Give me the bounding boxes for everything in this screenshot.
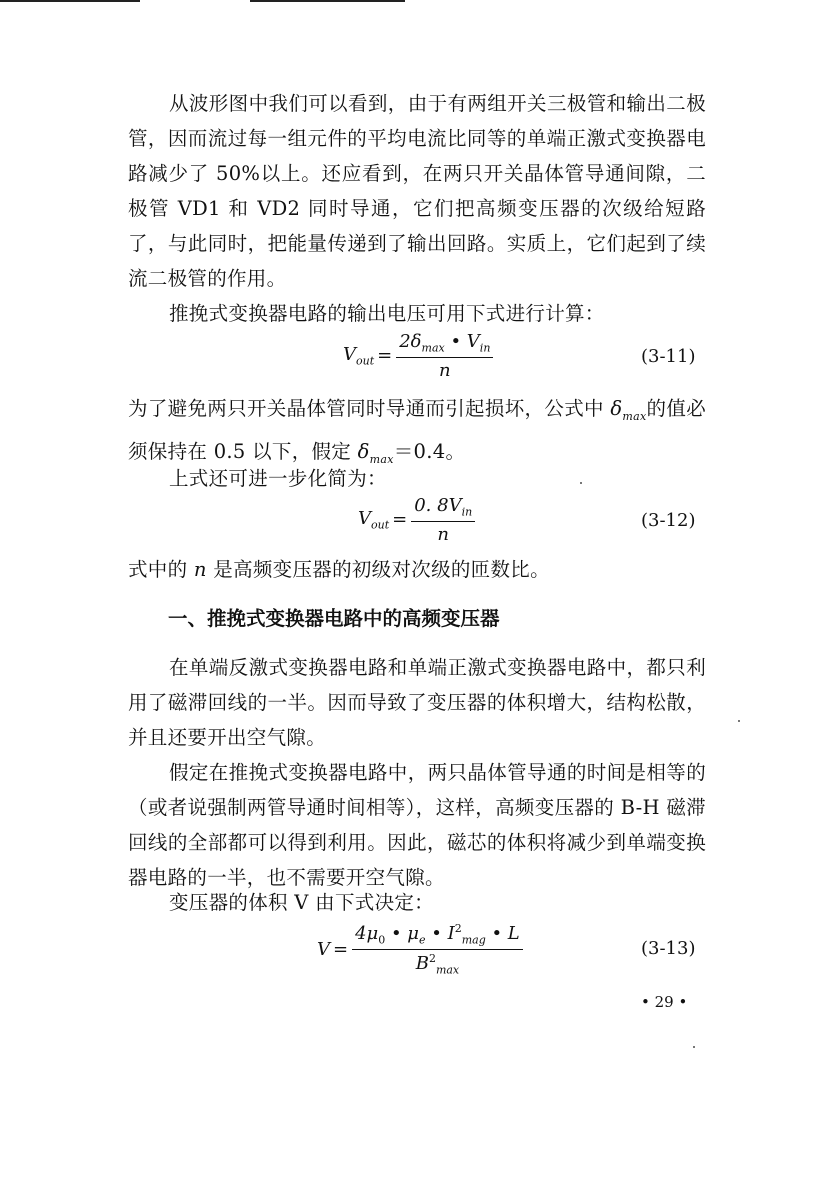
- paragraph: 从波形图中我们可以看到，由于有两组开关三极管和输出二极管，因而流过每一组元件的平均电流比同等的单端正激式变换器电路减少了 50%以上。还应看到，在两只开关晶体管导通间隙，二极管 VD1 和 VD2 同时导通，它们把高频变压器的次级给短路了，与此同时，把能量传递到了输出回路。实质上，它们起到了续流二极管的作用。: [128, 92, 706, 290]
- scan-speck: [738, 720, 740, 722]
- equation-lhs: $V_{out}$: [358, 508, 390, 532]
- paragraph: 为了避免两只开关晶体管同时导通而引起损坏，公式中 $\delta_{max}$的值必须保持在 0.5 以下，假定 $\delta_{max}=0.4$。: [128, 397, 706, 466]
- paragraph: 变压器的体积 V 由下式决定：: [169, 891, 434, 914]
- section-heading: 一、推挽式变换器电路中的高频变压器: [168, 607, 500, 630]
- scan-edge-line: [250, 0, 405, 2]
- equation-number: (3-12): [641, 510, 696, 531]
- equation-numerator: $2\delta_{max}$ • $V_{in}$: [396, 331, 493, 358]
- equation-3-11: $V_{out}$ = $\frac{2\delta_{max} • V_{in}}{n}$: [343, 331, 493, 381]
- equation-denominator: $B^2_{max}$: [415, 951, 460, 977]
- equation-denominator: n: [439, 359, 451, 381]
- scan-speck: [580, 482, 582, 484]
- page-number: • 29 •: [641, 993, 688, 1011]
- equation-number: (3-11): [641, 346, 696, 367]
- equation-number: (3-13): [641, 938, 696, 959]
- equation-numerator: $4\mu_0$ • $\mu_e$ • $I^2_{mag}$ • L: [352, 922, 523, 950]
- equation-denominator: n: [437, 523, 450, 545]
- paragraph: 假定在推挽式变换器电路中，两只晶体管导通的时间是相等的（或者说强制两管导通时间相等），这样，高频变压器的 B-H 磁滞回线的全部都可以得到利用。因此，磁芯的体积将减少到单端变换器电路的一半，也不需要开空气隙。: [128, 761, 706, 889]
- scan-speck: [693, 1046, 695, 1048]
- paragraph: 上式还可进一步化简为：: [169, 467, 387, 490]
- equation-lhs: V: [317, 938, 330, 960]
- paragraph: 推挽式变换器电路的输出电压可用下式进行计算：: [169, 302, 605, 325]
- paragraph: 式中的 n 是高频变压器的初级对次级的匝数比。: [128, 558, 550, 581]
- equation-3-13: V = $\frac{4\mu_0 • \mu_e • I^2_{mag} • L}{B^2_{max}}$: [317, 922, 523, 976]
- paragraph: 在单端反激式变换器电路和单端正激式变换器电路中，都只利用了磁滞回线的一半。因而导致了变压器的体积增大，结构松散，并且还要开出空气隙。: [128, 656, 706, 749]
- equation-numerator: 0. $8V_{in}$: [411, 495, 475, 522]
- equation-3-12: $V_{out}$ = $\frac{0. 8V_{in}}{n}$: [358, 495, 475, 545]
- scan-edge-line: [0, 0, 140, 2]
- equation-lhs: $V_{out}$: [343, 344, 375, 368]
